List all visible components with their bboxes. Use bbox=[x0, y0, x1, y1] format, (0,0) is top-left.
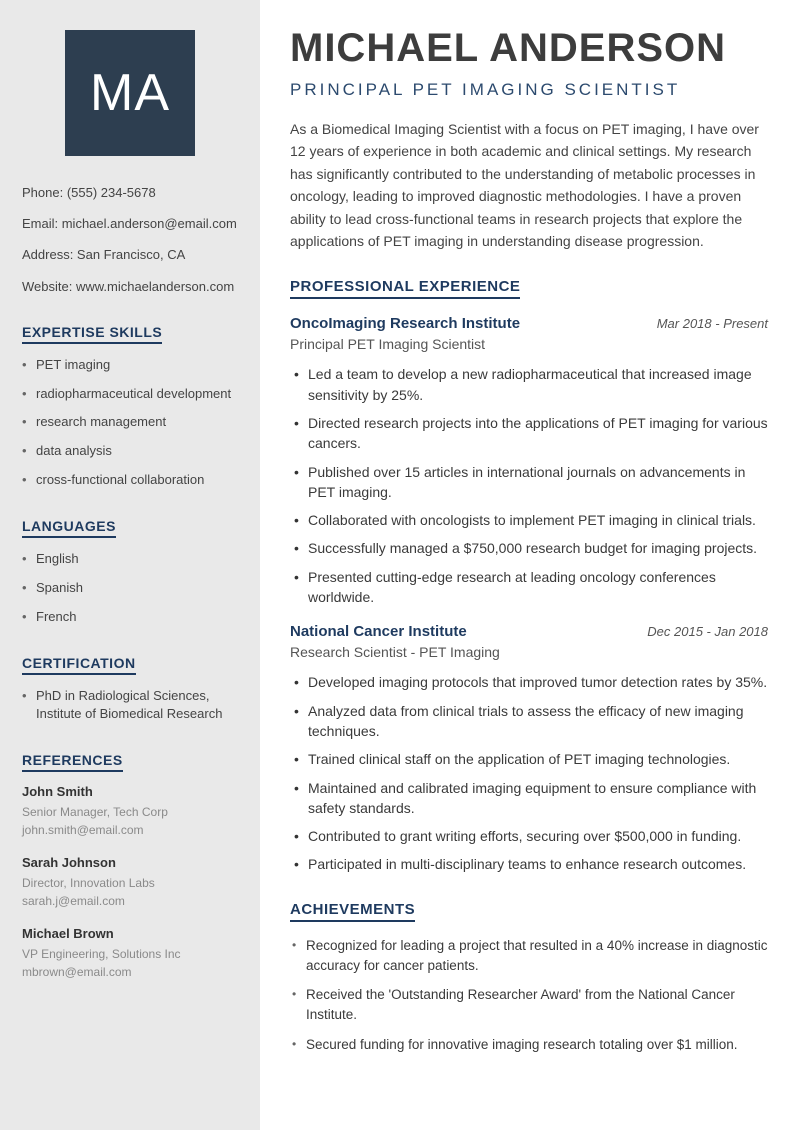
skill-item: • PET imaging bbox=[22, 356, 238, 375]
language-item: • Spanish bbox=[22, 579, 238, 598]
contact-email: Email: michael.anderson@email.com bbox=[22, 216, 237, 232]
skills-list bbox=[22, 356, 238, 490]
contact-address: Address: San Francisco, CA bbox=[22, 247, 186, 263]
languages-list bbox=[22, 550, 238, 627]
skills-section bbox=[22, 324, 238, 490]
reference-title: Senior Manager, Tech Corp bbox=[22, 805, 168, 820]
avatar bbox=[65, 30, 195, 156]
achievements-list bbox=[290, 936, 768, 1055]
skill-item: • research management bbox=[22, 413, 238, 432]
job-dates: Dec 2015 - Jan 2018 bbox=[647, 624, 768, 640]
experience-section bbox=[290, 278, 768, 874]
achievements-heading: ACHIEVEMENTS bbox=[290, 901, 415, 922]
summary-paragraph: As a Biomedical Imaging Scientist with a focus on PET imaging, I have over 12 years of experience in both academic and clinical settings. My research has significantly contributed to the understanding of metabolic processes in oncology, leading to improved diagnostic methodologies. I have a proven ability to lead cross-functional teams in research projects that explore the applications of PET imaging in understanding disease progression. bbox=[290, 121, 759, 249]
job-dates: Mar 2018 - Present bbox=[656, 316, 768, 332]
job-bullet: • Successfully managed a $750,000 research budget for imaging projects. bbox=[290, 538, 768, 558]
reference-entry bbox=[22, 784, 238, 839]
reference-title: VP Engineering, Solutions Inc bbox=[22, 947, 181, 962]
references-section bbox=[22, 752, 238, 981]
references-heading: REFERENCES bbox=[22, 752, 123, 772]
achievement-item: • Recognized for leading a project that resulted in a 40% increase in diagnostic accuracy for cancer patients. bbox=[290, 936, 768, 977]
languages-section bbox=[22, 518, 238, 627]
language-item: • English bbox=[22, 550, 238, 569]
job-role: Research Scientist - PET Imaging bbox=[290, 644, 500, 661]
achievement-item: • Secured funding for innovative imaging research totaling over $1 million. bbox=[290, 1035, 768, 1055]
skills-heading: EXPERTISE SKILLS bbox=[22, 324, 162, 344]
main-content bbox=[260, 0, 800, 1130]
achievements-section bbox=[290, 901, 768, 1055]
job-bullet: • Contributed to grant writing efforts, securing over $500,000 in funding. bbox=[290, 826, 768, 846]
skill-item: • data analysis bbox=[22, 442, 238, 461]
certification-item: • PhD in Radiological Sciences, Institute of Biomedical Research bbox=[22, 687, 238, 725]
job-bullet-list bbox=[290, 672, 768, 874]
reference-entry bbox=[22, 855, 238, 910]
job-header bbox=[290, 623, 768, 640]
job-bullet: • Led a team to develop a new radiopharmaceutical that increased image sensitivity by 25%. bbox=[290, 364, 768, 405]
job-bullet: • Participated in multi-disciplinary teams to enhance research outcomes. bbox=[290, 854, 768, 874]
reference-entry bbox=[22, 926, 238, 981]
candidate-title: PRINCIPAL PET IMAGING SCIENTIST bbox=[290, 80, 681, 99]
certification-list bbox=[22, 687, 238, 725]
avatar-initials: MA bbox=[90, 64, 170, 122]
job-bullet: • Collaborated with oncologists to implement PET imaging in clinical trials. bbox=[290, 510, 768, 530]
skill-item: • cross-functional collaboration bbox=[22, 471, 238, 490]
achievement-item: • Received the 'Outstanding Researcher Award' from the National Cancer Institute. bbox=[290, 985, 768, 1026]
job-role: Principal PET Imaging Scientist bbox=[290, 336, 486, 353]
contact-phone: Phone: (555) 234-5678 bbox=[22, 185, 156, 200]
job-header bbox=[290, 315, 768, 332]
job-bullet: • Trained clinical staff on the application of PET imaging technologies. bbox=[290, 749, 768, 769]
sidebar bbox=[0, 0, 260, 1130]
candidate-name: MICHAEL ANDERSON bbox=[290, 26, 727, 70]
reference-email: mbrown@email.com bbox=[22, 965, 132, 980]
reference-email: john.smith@email.com bbox=[22, 823, 144, 838]
reference-name: John Smith bbox=[22, 784, 93, 800]
skill-item: • radiopharmaceutical development bbox=[22, 385, 238, 404]
job-bullet: • Published over 15 articles in international journals on advancements in PET imaging. bbox=[290, 462, 768, 503]
job-bullet-list bbox=[290, 364, 768, 607]
reference-email: sarah.j@email.com bbox=[22, 894, 125, 909]
certification-section bbox=[22, 655, 238, 725]
language-item: • French bbox=[22, 608, 238, 627]
job-company: OncoImaging Research Institute bbox=[290, 315, 521, 333]
job-entry bbox=[290, 315, 768, 607]
reference-name: Sarah Johnson bbox=[22, 855, 116, 871]
certification-heading: CERTIFICATION bbox=[22, 655, 136, 675]
experience-heading: PROFESSIONAL EXPERIENCE bbox=[290, 278, 520, 299]
job-bullet: • Analyzed data from clinical trials to assess the efficacy of new imaging techniques. bbox=[290, 701, 768, 742]
reference-title: Director, Innovation Labs bbox=[22, 876, 155, 891]
job-entry bbox=[290, 623, 768, 874]
languages-heading: LANGUAGES bbox=[22, 518, 116, 538]
job-company: National Cancer Institute bbox=[290, 623, 467, 641]
job-bullet: • Maintained and calibrated imaging equipment to ensure compliance with safety standards. bbox=[290, 778, 768, 819]
contact-website: Website: www.michaelanderson.com bbox=[22, 278, 235, 294]
job-bullet: • Presented cutting-edge research at leading oncology conferences worldwide. bbox=[290, 567, 768, 608]
reference-name: Michael Brown bbox=[22, 926, 114, 942]
job-bullet: • Developed imaging protocols that improved tumor detection rates by 35%. bbox=[290, 672, 768, 692]
job-bullet: • Directed research projects into the applications of PET imaging for various cancers. bbox=[290, 413, 768, 454]
